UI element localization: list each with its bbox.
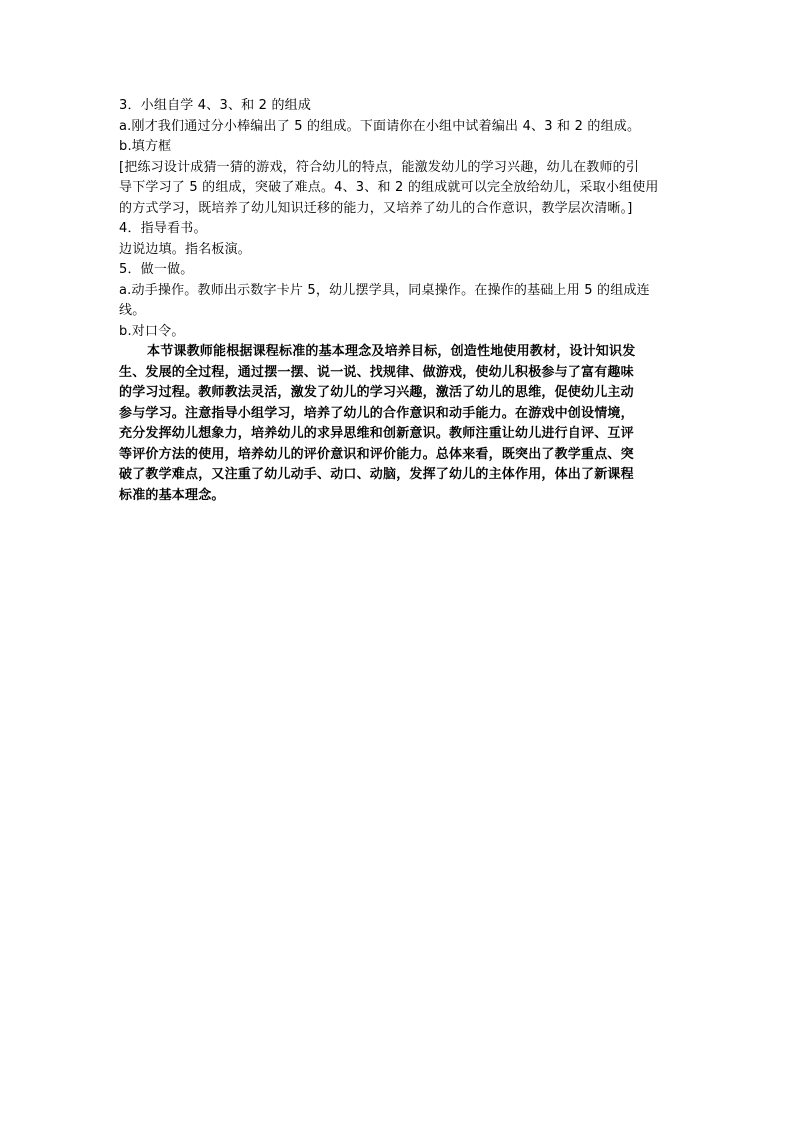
summary-line: 充分发挥幼儿想象力，培养幼儿的求异思维和创新意识。教师注重让幼儿进行自评、互评: [119, 426, 634, 441]
document-body: [119, 96, 679, 506]
paragraph-line: a.刚才我们通过分小棒编出了 5 的组成。下面请你在小组中试着编出 4、3 和 2 的组成。: [119, 118, 641, 134]
summary-line: 标准的基本理念。: [119, 487, 225, 503]
paragraph-line: b.填方框: [119, 139, 172, 154]
summary-paragraph: [119, 342, 679, 506]
summary-line: 本节课教师能根据课程标准的基本理念及培养目标，创造性地使用教材，设计知识发: [147, 344, 636, 359]
summary-line: 参与学习。注意指导小组学习，培养了幼儿的合作意识和动手能力。在游戏中创设情境，: [119, 405, 634, 421]
section-heading-4: 4．指导看书。: [119, 221, 207, 236]
paragraph-line: 边说边填。指名板演。: [119, 241, 252, 257]
paragraph-line: b.对口令。: [119, 323, 185, 339]
paragraph-line: 线。: [119, 303, 146, 318]
summary-line: 破了教学难点，又注重了幼儿动手、动口、动脑，发挥了幼儿的主体作用，体出了新课程: [119, 467, 634, 482]
paragraph-line: 的方式学习，既培养了幼儿知识迁移的能力，又培养了幼儿的合作意识，教学层次清晰。]: [119, 200, 633, 216]
paragraph-line: [把练习设计成猜一猜的游戏，符合幼儿的特点，能激发幼儿的学习兴趣，幼儿在教师的引: [119, 159, 640, 175]
summary-line: 的学习过程。教师教法灵活，激发了幼儿的学习兴趣，激活了幼儿的思维，促使幼儿主动: [119, 385, 634, 400]
paragraph-line: a.动手操作。教师出示数字卡片 5，幼儿摆学具，同桌操作。在操作的基础上用 5 的组成连: [119, 282, 650, 298]
section-heading-3: 3．小组自学 4、3、和 2 的组成: [119, 98, 312, 113]
summary-line: 等评价方法的使用，培养幼儿的评价意识和评价能力。总体来看，既突出了教学重点、突: [119, 446, 634, 462]
summary-line: 生、发展的全过程，通过摆一摆、说一说、找规律、做游戏，使幼儿积极参与了富有趣味: [119, 364, 634, 380]
section-heading-5: 5．做一做。: [119, 262, 194, 277]
paragraph-line: 导下学习了 5 的组成，突破了难点。4、3、和 2 的组成就可以完全放给幼儿，采取小组使用: [119, 180, 659, 195]
